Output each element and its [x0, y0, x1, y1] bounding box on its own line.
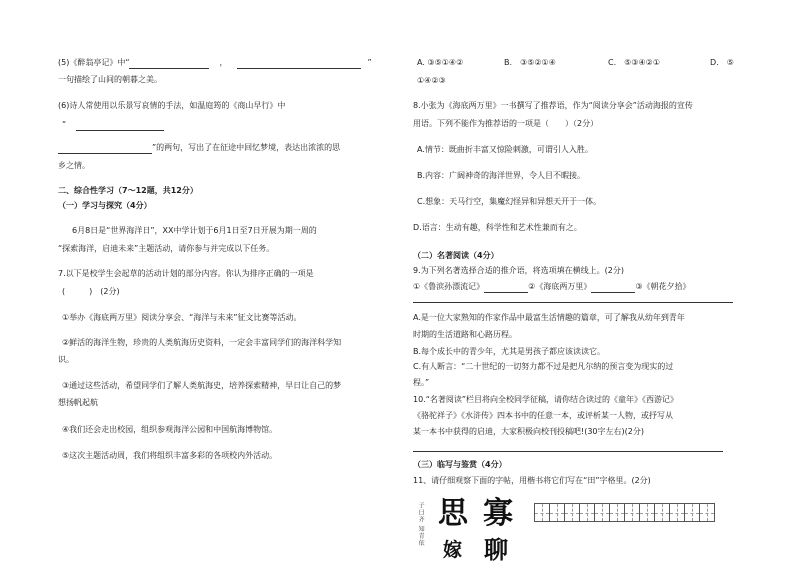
tianzige-cell[interactable] [654, 503, 670, 522]
q5-blank-1[interactable] [129, 59, 209, 69]
q8-line1: 8.小张为《海底两万里》一书撰写了推荐语，作为“阅读分享会”活动海报的宣传 [413, 101, 693, 110]
q6-line4: 乡之情。 [58, 161, 90, 170]
tianzige-cell[interactable] [669, 503, 685, 522]
q9-blanks [413, 282, 691, 293]
intro-line2: “探索海洋，启迪未来”主题活动，请你参与并完成以下任务。 [58, 244, 275, 253]
q7-line1: 7.以下是校学生会起草的活动计划的部分内容。你认为排序正确的一项是 [58, 269, 314, 278]
q9-book1: ①《鲁滨孙漂流记》 [413, 282, 485, 291]
intro-line1: 6月8日是“世界海洋日”，XX中学计划于6月1日至7日开展为期一周的 [72, 226, 317, 235]
tianzige-cell[interactable] [564, 503, 580, 522]
tianzige-cell[interactable] [579, 503, 595, 522]
q9-divider [413, 302, 733, 303]
q7-item3b: 想扬帆起航 [58, 398, 98, 407]
tianzige-cell[interactable] [534, 503, 550, 522]
q9-blank-1[interactable] [484, 283, 528, 293]
q6-blank-1[interactable] [76, 121, 164, 131]
q10-line2: 《骆驼祥子》《水浒传》四本书中的任意一本，或评析某一人物，或抒写从 [413, 411, 673, 420]
q6-line3-text: ”的两句，写出了在征途中回忆梦境，表达出浓浓的思 [152, 143, 341, 152]
q5-prefix: (5)《醉翁亭记》中“ [58, 58, 130, 67]
calligraphy-char-2: 寡 [483, 496, 513, 531]
q7-option-c: C. ⑤③④②① [608, 58, 660, 67]
q7-item4: ④我们还会走出校园，组织参观海洋公园和中国航海博物馆。 [62, 425, 278, 434]
calligraphy-char-1: 思 [438, 496, 468, 531]
q6-line1: (6)诗人常使用以乐景写哀情的手法，如温庭筠的《商山早行》中 [58, 101, 286, 110]
q10-answer-line[interactable] [413, 451, 723, 452]
q7-item2a: ②鲜活的海洋生物，珍贵的人类航海历史资料，一定会丰富同学们的海洋科学知 [62, 338, 342, 347]
q9-book2: ②《海底两万里》 [528, 282, 592, 291]
calligraphy-char-4: 聊 [484, 535, 508, 564]
q5-continuation: 一句描绘了山间的朝暮之美。 [58, 75, 162, 84]
q5-quote: ” [367, 58, 372, 67]
q7-option-d-cont: ①④②③ [417, 76, 446, 85]
q5-blank-2[interactable] [237, 59, 361, 69]
tianzige-cell[interactable] [624, 503, 640, 522]
q8-option-c: C.想象：天马行空，集魔幻怪异和异想天开于一体。 [417, 197, 602, 206]
q8-line2: 用语。下列不能作为推荐语的一项是（ ）（2分） [413, 119, 599, 128]
q7-option-d: D. ⑤ [710, 58, 734, 67]
section2-title: 二、综合性学习（7～12题，共12分） [58, 186, 198, 195]
tianzige-cell[interactable] [684, 503, 700, 522]
tianzige-cell[interactable] [609, 503, 625, 522]
q9-option-a: A.是一位大家熟知的作家作品中最富生活情趣的篇章，可了解我从幼年到青年 [413, 313, 685, 322]
subsection3-title: （三）临写与鉴赏（4分） [413, 460, 507, 469]
subsection2-title: （二）名著阅读（4分） [413, 251, 499, 260]
q7-item3a: ③通过这些活动，希望同学们了解人类航海史，培养探索精神，早日让自己的梦 [62, 381, 342, 390]
tianzige-cell[interactable] [594, 503, 610, 522]
q6-quote-open: “ [62, 120, 67, 129]
q10-line1: 10.“名著阅读”栏目将向全校同学征稿，请你结合读过的《童年》《西游记》 [413, 395, 679, 404]
tianzige-cell[interactable] [699, 503, 715, 522]
q7-line2: ( ) (2分) [62, 287, 120, 296]
q8-option-b: B.内容：广阔神奇的海洋世界，令人目不暇接。 [417, 171, 586, 180]
q10-line3: 某一本书中获得的启迪，大家积极向校刊投稿吧!(30字左右)(2分) [413, 427, 644, 436]
q6-blank-2[interactable] [58, 144, 152, 154]
calligraphy-char-3: 嫁 [443, 539, 463, 561]
q9-blank-2[interactable] [591, 283, 635, 293]
q9-option-c2: 程。” [413, 378, 430, 387]
q8-option-a: A.情节：既曲折丰富又惊险刺激，可谓引人入胜。 [417, 145, 593, 154]
q8-option-d: D.语言：生动有趣，科学性和艺术性兼而有之。 [413, 223, 582, 232]
tianzige-cell[interactable] [549, 503, 565, 522]
q7-option-b: B. ③⑤②①④ [504, 58, 556, 67]
subsection1-title: （一）学习与探究（4分） [58, 201, 152, 210]
q7-item1: ①举办《海底两万里》阅读分享会、“海洋与未来”征文比赛等活动。 [62, 313, 302, 322]
q9-option-b: B.每个成长中的青少年，尤其是男孩子都应该读读它。 [413, 347, 606, 356]
q11-line: 11、请仔细观察下面的字帖，用楷书将它们写在“田”字格里。(2分) [413, 476, 651, 485]
q7-item5: ⑤这次主题活动周，我们将组织丰富多彩的各项校内外活动。 [62, 451, 278, 460]
q5-line [58, 58, 372, 69]
q9-book3: ③《朝花夕拾》 [635, 282, 691, 291]
q9-option-a2: 时期的生活道路和心路历程。 [413, 330, 517, 339]
q5-comma: ， [219, 58, 228, 67]
q6-line3 [58, 143, 340, 154]
tianzige-grid [534, 503, 714, 522]
q7-item2b: 识。 [58, 355, 74, 364]
calligraphy-inscription: 子曰齐 知青依 [417, 502, 425, 547]
q6-line2 [62, 120, 164, 131]
q9-line1: 9.为下列名著选择合适的推介语，将选项填在横线上。(2分) [413, 266, 624, 275]
q9-option-c1: C.有人断言：“二十世纪的一切努力都不过是把凡尔纳的预言变为现实的过 [413, 362, 674, 371]
tianzige-cell[interactable] [639, 503, 655, 522]
q7-option-a: A. ③⑤①④② [417, 58, 464, 67]
